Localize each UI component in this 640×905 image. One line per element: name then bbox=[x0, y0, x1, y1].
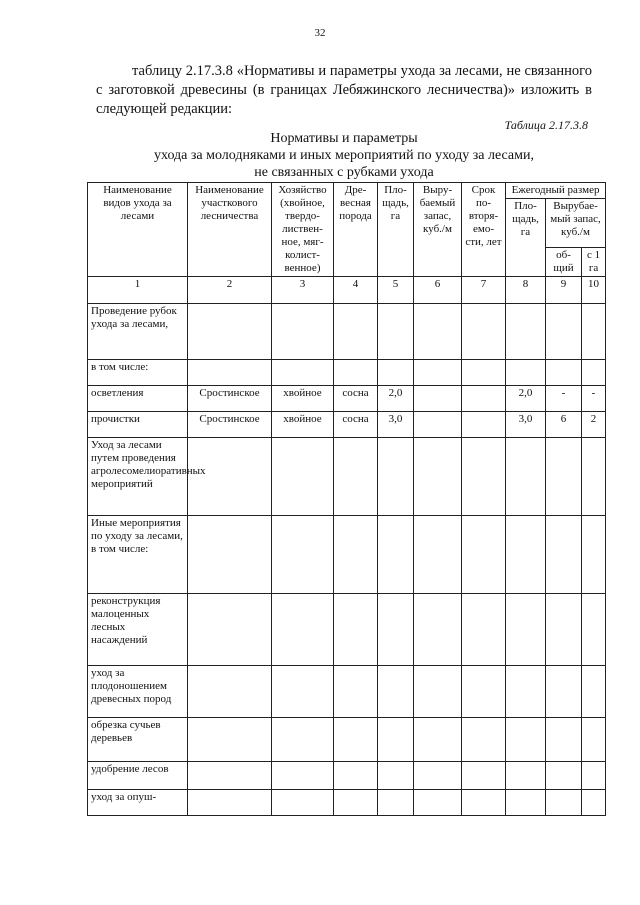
cell-annual-total bbox=[546, 594, 582, 666]
cell-area: 2,0 bbox=[378, 386, 414, 412]
cell-care-type: в том числе: bbox=[88, 360, 188, 386]
column-number: 8 bbox=[506, 277, 546, 304]
cell-annual-per-ha: - bbox=[582, 386, 606, 412]
header-volume: Выру-баемый запас, куб./м bbox=[414, 183, 462, 277]
cell-volume bbox=[414, 304, 462, 360]
cell-volume bbox=[414, 790, 462, 816]
header-area: Пло-щадь, га bbox=[378, 183, 414, 277]
column-number: 7 bbox=[462, 277, 506, 304]
cell-care-type: уход за плодоношением древесных пород bbox=[88, 666, 188, 718]
cell-annual-total: - bbox=[546, 386, 582, 412]
column-number: 9 bbox=[546, 277, 582, 304]
cell-period bbox=[462, 762, 506, 790]
cell-farm-type bbox=[272, 790, 334, 816]
cell-farm-type: хвойное bbox=[272, 386, 334, 412]
column-number: 3 bbox=[272, 277, 334, 304]
cell-annual-per-ha bbox=[582, 790, 606, 816]
cell-area bbox=[378, 718, 414, 762]
cell-species bbox=[334, 762, 378, 790]
cell-area bbox=[378, 438, 414, 516]
cell-farm-type bbox=[272, 360, 334, 386]
cell-area: 3,0 bbox=[378, 412, 414, 438]
cell-species bbox=[334, 304, 378, 360]
cell-forestry bbox=[188, 360, 272, 386]
cell-annual-area bbox=[506, 666, 546, 718]
cell-care-type: Проведение рубок ухода за лесами, bbox=[88, 304, 188, 360]
cell-annual-per-ha bbox=[582, 516, 606, 594]
heading-line-3: не связанных с рубками ухода bbox=[254, 165, 434, 180]
cell-period bbox=[462, 438, 506, 516]
cell-period bbox=[462, 666, 506, 718]
cell-area bbox=[378, 360, 414, 386]
cell-volume bbox=[414, 718, 462, 762]
table-heading bbox=[96, 130, 592, 181]
cell-annual-area: 3,0 bbox=[506, 412, 546, 438]
header-annual-total: об-щий bbox=[546, 248, 582, 277]
norms-table bbox=[87, 182, 606, 816]
cell-area bbox=[378, 666, 414, 718]
cell-annual-per-ha bbox=[582, 762, 606, 790]
cell-care-type: уход за опуш- bbox=[88, 790, 188, 816]
cell-farm-type: хвойное bbox=[272, 412, 334, 438]
header-annual-volume: Вырубае-мый запас, куб./м bbox=[546, 199, 606, 248]
cell-farm-type bbox=[272, 516, 334, 594]
cell-farm-type bbox=[272, 594, 334, 666]
cell-area bbox=[378, 304, 414, 360]
cell-period bbox=[462, 360, 506, 386]
header-forestry: Наименование участкового лесничества bbox=[188, 183, 272, 277]
column-number: 6 bbox=[414, 277, 462, 304]
cell-annual-total: 6 bbox=[546, 412, 582, 438]
column-number: 1 bbox=[88, 277, 188, 304]
cell-period bbox=[462, 594, 506, 666]
cell-species bbox=[334, 666, 378, 718]
cell-volume bbox=[414, 412, 462, 438]
header-annual-per-ha: с 1 га bbox=[582, 248, 606, 277]
cell-annual-area bbox=[506, 594, 546, 666]
cell-annual-area bbox=[506, 360, 546, 386]
cell-forestry bbox=[188, 304, 272, 360]
cell-period bbox=[462, 516, 506, 594]
table-row bbox=[88, 790, 606, 816]
column-number: 5 bbox=[378, 277, 414, 304]
cell-annual-total bbox=[546, 666, 582, 718]
table-row bbox=[88, 516, 606, 594]
cell-volume bbox=[414, 360, 462, 386]
cell-period bbox=[462, 386, 506, 412]
table-caption: Таблица 2.17.3.8 bbox=[504, 118, 588, 132]
cell-species bbox=[334, 516, 378, 594]
table-row bbox=[88, 386, 606, 412]
cell-annual-area bbox=[506, 304, 546, 360]
cell-area bbox=[378, 516, 414, 594]
cell-forestry bbox=[188, 666, 272, 718]
cell-annual-area bbox=[506, 718, 546, 762]
cell-forestry bbox=[188, 516, 272, 594]
cell-species bbox=[334, 438, 378, 516]
intro-text: таблицу 2.17.3.8 «Нормативы и параметры ухода за лесами, не связанного с заготовкой древесины (в границах Лебяжинского лесничества)» изложить в следующей редакции: bbox=[96, 63, 592, 117]
cell-annual-total bbox=[546, 304, 582, 360]
cell-annual-total bbox=[546, 360, 582, 386]
cell-annual-per-ha bbox=[582, 438, 606, 516]
cell-volume bbox=[414, 762, 462, 790]
cell-period bbox=[462, 304, 506, 360]
table-row bbox=[88, 304, 606, 360]
table-row bbox=[88, 718, 606, 762]
cell-species bbox=[334, 594, 378, 666]
cell-annual-area bbox=[506, 762, 546, 790]
cell-annual-per-ha bbox=[582, 304, 606, 360]
cell-farm-type bbox=[272, 718, 334, 762]
cell-period bbox=[462, 718, 506, 762]
cell-area bbox=[378, 762, 414, 790]
cell-care-type: Иные мероприятия по уходу за лесами, в том числе: bbox=[88, 516, 188, 594]
header-period: Срок по-вторя-емо-сти, лет bbox=[462, 183, 506, 277]
header-annual-area: Пло-щадь, га bbox=[506, 199, 546, 277]
cell-care-type: осветления bbox=[88, 386, 188, 412]
cell-annual-total bbox=[546, 438, 582, 516]
cell-volume bbox=[414, 386, 462, 412]
intro-paragraph bbox=[96, 62, 592, 119]
column-number: 2 bbox=[188, 277, 272, 304]
cell-forestry: Сростинское bbox=[188, 386, 272, 412]
cell-care-type: обрезка сучьев деревьев bbox=[88, 718, 188, 762]
cell-annual-area bbox=[506, 438, 546, 516]
column-number: 10 bbox=[582, 277, 606, 304]
header-care-type: Наименование видов ухода за лесами bbox=[88, 183, 188, 277]
cell-period bbox=[462, 412, 506, 438]
table-row bbox=[88, 360, 606, 386]
cell-annual-total bbox=[546, 516, 582, 594]
cell-forestry: Сростинское bbox=[188, 412, 272, 438]
table-row bbox=[88, 438, 606, 516]
cell-care-type: удобрение лесов bbox=[88, 762, 188, 790]
cell-species bbox=[334, 718, 378, 762]
cell-annual-area: 2,0 bbox=[506, 386, 546, 412]
cell-farm-type bbox=[272, 762, 334, 790]
cell-volume bbox=[414, 594, 462, 666]
heading-line-2: ухода за молодняками и иных мероприятий по уходу за лесами, bbox=[153, 148, 535, 163]
cell-annual-per-ha bbox=[582, 360, 606, 386]
cell-annual-per-ha bbox=[582, 718, 606, 762]
cell-annual-area bbox=[506, 516, 546, 594]
cell-forestry bbox=[188, 718, 272, 762]
cell-forestry bbox=[188, 594, 272, 666]
cell-annual-per-ha bbox=[582, 666, 606, 718]
cell-area bbox=[378, 790, 414, 816]
cell-forestry bbox=[188, 790, 272, 816]
cell-farm-type bbox=[272, 666, 334, 718]
cell-annual-per-ha bbox=[582, 594, 606, 666]
cell-care-type: Уход за лесами путем проведения агролесомелиоративных мероприятий bbox=[88, 438, 188, 516]
cell-farm-type bbox=[272, 304, 334, 360]
cell-farm-type bbox=[272, 438, 334, 516]
header-farm-type: Хозяйство (хвойное, твердо-листвен-ное, мяг-колист-венное) bbox=[272, 183, 334, 277]
cell-care-type: реконструкция малоценных лесных насаждений bbox=[88, 594, 188, 666]
cell-species bbox=[334, 360, 378, 386]
column-number: 4 bbox=[334, 277, 378, 304]
header-species: Дре-весная порода bbox=[334, 183, 378, 277]
table-row bbox=[88, 666, 606, 718]
cell-volume bbox=[414, 516, 462, 594]
cell-period bbox=[462, 790, 506, 816]
table-row bbox=[88, 412, 606, 438]
column-number-row bbox=[88, 277, 606, 304]
cell-volume bbox=[414, 438, 462, 516]
cell-annual-area bbox=[506, 790, 546, 816]
cell-annual-total bbox=[546, 718, 582, 762]
table-row bbox=[88, 762, 606, 790]
table-body bbox=[88, 304, 606, 816]
cell-area bbox=[378, 594, 414, 666]
cell-annual-per-ha: 2 bbox=[582, 412, 606, 438]
cell-species: сосна bbox=[334, 412, 378, 438]
table-row bbox=[88, 594, 606, 666]
cell-species: сосна bbox=[334, 386, 378, 412]
cell-annual-total bbox=[546, 762, 582, 790]
cell-care-type: прочистки bbox=[88, 412, 188, 438]
cell-annual-total bbox=[546, 790, 582, 816]
page-number: 32 bbox=[314, 27, 326, 39]
cell-volume bbox=[414, 666, 462, 718]
cell-species bbox=[334, 790, 378, 816]
heading-line-1: Нормативы и параметры bbox=[270, 131, 418, 146]
cell-forestry bbox=[188, 762, 272, 790]
header-annual: Ежегодный размер bbox=[506, 183, 606, 199]
